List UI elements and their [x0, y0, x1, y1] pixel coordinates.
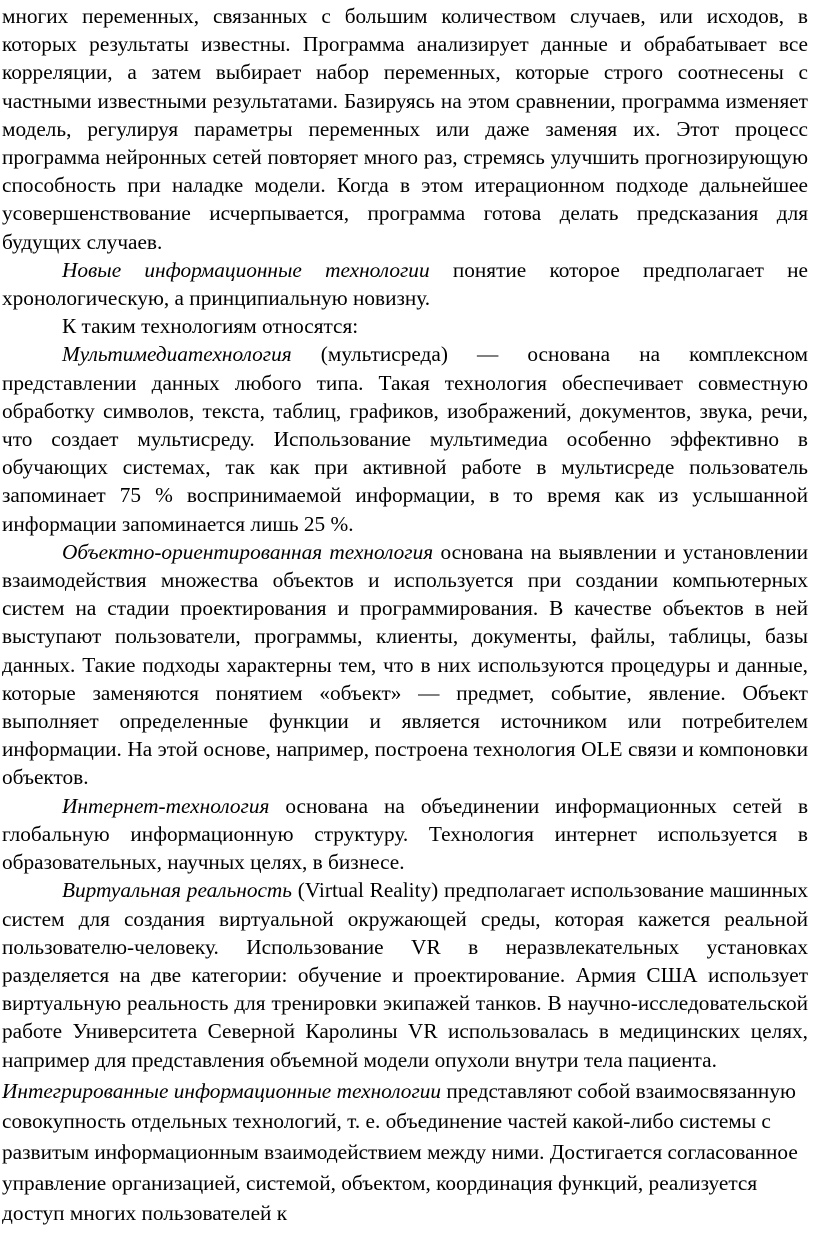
paragraph-text: представляют собой взаимосвязанную совокупность отдельных технологий, т. е. объединение частей какой-либо системы с развитым информационным взаимодействием между ними. Достигается согласованное управление организацией, системой, объектом, координация функций, реализуется доступ многих пользователей к — [2, 1078, 798, 1226]
paragraph-text: понятие которое предполагает не хронологическую, а принципиальную новизну. — [2, 257, 808, 311]
paragraph-text: многих переменных, связанных с большим количеством случаев, или исходов, в которых результаты известны. Программа анализирует данные и обрабатывает все корреляции, а затем выбирает набор переменных, которые строго соотнесены с частными известными результатами. Базируясь на этом сравнении, программа изменяет модель, регулируя параметры переменных или даже заменяя их. Этот процесс программа нейронных сетей повторяет много раз, стремясь улучшить прогнозирующую способность при наладке модели. Когда в этом итерационном подходе дальнейшее усовершенствование исчерпывается, программа готова делать предсказания для будущих случаев. — [2, 4, 808, 254]
paragraph-technologies-intro — [2, 312, 808, 340]
paragraph-text: (мультисреда) — основана на комплексном представлении данных любого типа. Такая технология обеспечивает совместную обработку символов, текста, таблиц, графиков, изображений, документов, звука, речи, что создает мультисреду. Использование мультимедиа особенно эффективно в обучающих системах, так как при активной работе в мультисреде пользователь запоминает 75 % воспринимаемой информации, в то время как из услышанной информации запоминается лишь 25 %. — [2, 342, 808, 536]
paragraph-term: Мультимедиатехнология — [62, 342, 292, 367]
paragraph-text: основана на объединении информационных сетей в глобальную информационную структуру. Технология интернет используется в образовательных, научных целях, в бизнесе. — [2, 793, 808, 875]
paragraph-text: основана на выявлении и установлении взаимодействия множества объектов и используется при создании компьютерных систем на стадии проектирования и программирования. В качестве объектов в ней выступают пользователи, программы, клиенты, документы, файлы, таблицы, базы данных. Такие подходы характерны тем, что в них используются процедуры и данные, которые заменяются понятием «объект» — предмет, событие, явление. Объект выполняет определенные функции и является источником или потребителем информации. На этой основе, например, построена технология OLE связи и компоновки объектов. — [2, 539, 808, 790]
paragraph-text: (Virtual Reality) предполагает использование машинных систем для создания виртуальной окружающей среды, которая кажется реальной пользователю-человеку. Использование VR в неразвлекательных установках разделяется на две категории: обучение и проектирование. Армия США использует виртуальную реальность для тренировки экипажей танков. В научно-исследовательской работе Университета Северной Каролины VR использовалась в медицинских целях, например для представления объемной модели опухоли внутри тела пациента. — [2, 878, 808, 1072]
paragraph-term: Новые информационные технологии — [62, 257, 430, 282]
paragraph-term: Виртуальная реальность — [62, 878, 292, 903]
paragraph-term: Интегрированные информационные технологии — [2, 1078, 442, 1103]
paragraph-new-it — [2, 256, 808, 312]
paragraph-multimedia — [2, 340, 808, 537]
paragraph-text: К таким технологиям относятся: — [62, 314, 359, 339]
paragraph-term: Объектно-ориентированная технология — [62, 539, 434, 564]
paragraph-integrated-it — [2, 1076, 808, 1229]
paragraph-virtual-reality — [2, 876, 808, 1073]
paragraph-internet — [2, 792, 808, 877]
paragraph-term: Интернет-технология — [62, 793, 270, 818]
paragraph-neural-networks-continuation — [2, 2, 808, 256]
paragraph-object-oriented — [2, 538, 808, 792]
